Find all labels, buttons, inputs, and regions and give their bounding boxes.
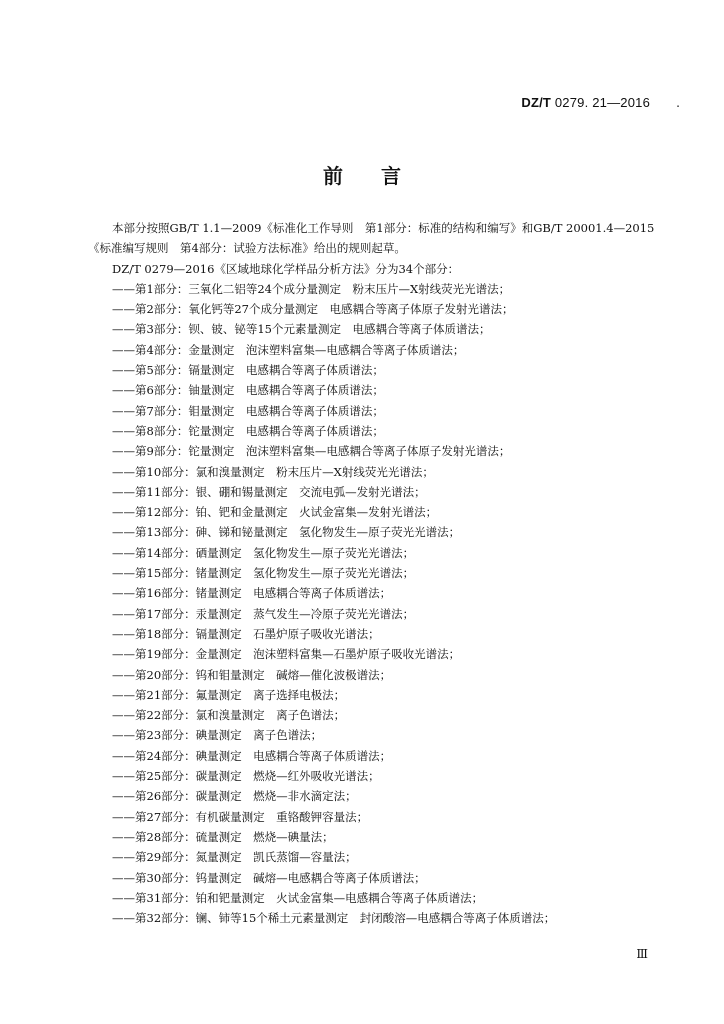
document-body (88, 218, 658, 928)
list-item: ——第19部分：金量测定 泡沫塑料富集—石墨炉原子吸收光谱法； (112, 647, 461, 662)
list-item: ——第8部分：铊量测定 电感耦合等离子体质谱法； (112, 423, 384, 438)
list-item: ——第32部分：镧、铈等15个稀土元素量测定 封闭酸溶—电感耦合等离子体质谱法； (112, 911, 556, 926)
list-item: ——第6部分：铀量测定 电感耦合等离子体质谱法； (112, 383, 384, 398)
list-item: ——第14部分：硒量测定 氢化物发生—原子荧光光谱法； (112, 545, 415, 560)
page-title: 前言 (323, 164, 439, 188)
list-item: ——第18部分：镉量测定 石墨炉原子吸收光谱法； (112, 626, 380, 641)
list-item: ——第31部分：铂和钯量测定 火试金富集—电感耦合等离子体质谱法； (112, 890, 484, 905)
list-item: ——第1部分：三氧化二铝等24个成分量测定 粉末压片—X射线荧光光谱法； (112, 281, 511, 296)
list-item: ——第7部分：钼量测定 电感耦合等离子体质谱法； (112, 403, 384, 418)
intro-paragraph: 本部分按照GB/T 1.1—2009《标准化工作导则 第1部分：标准的结构和编写》和GB/T 20001.4—2015《标准编写规则 第4部分：试验方法标准》给出的规则起草。 (88, 221, 655, 256)
parts-intro: DZ/T 0279—2016《区域地球化学样品分析方法》分为34个部分： (112, 261, 460, 276)
list-item: ——第9部分：铊量测定 泡沫塑料富集—电感耦合等离子体原子发射光谱法； (112, 444, 511, 459)
list-item: ——第23部分：碘量测定 离子色谱法； (112, 728, 323, 743)
corner-dot: . (676, 96, 680, 110)
list-item: ——第28部分：硫量测定 燃烧—碘量法； (112, 829, 334, 844)
list-item: ——第2部分：氧化钙等27个成分量测定 电感耦合等离子体原子发射光谱法； (112, 302, 514, 317)
list-item: ——第15部分：锗量测定 氢化物发生—原子荧光光谱法； (112, 566, 415, 581)
page-number: Ⅲ (636, 947, 648, 961)
list-item: ——第16部分：锗量测定 电感耦合等离子体质谱法； (112, 586, 392, 601)
doc-code-prefix: DZ/T (521, 95, 552, 110)
doc-code-number: 0279. 21—2016 (554, 95, 650, 110)
list-item: ——第17部分：汞量测定 蒸气发生—冷原子荧光光谱法； (112, 606, 415, 621)
list-item: ——第11部分：银、硼和锡量测定 交流电弧—发射光谱法； (112, 484, 426, 499)
list-item: ——第25部分：碳量测定 燃烧—红外吸收光谱法； (112, 769, 380, 784)
list-item: ——第12部分：铂、钯和金量测定 火试金富集—发射光谱法； (112, 505, 438, 520)
list-item: ——第21部分：氟量测定 离子选择电极法； (112, 687, 346, 702)
list-item: ——第29部分：氮量测定 凯氏蒸馏—容量法； (112, 850, 357, 865)
list-item: ——第30部分：钨量测定 碱熔—电感耦合等离子体质谱法； (112, 870, 426, 885)
doc-code (521, 95, 650, 110)
list-item: ——第3部分：钡、铍、铋等15个元素量测定 电感耦合等离子体质谱法； (112, 322, 491, 337)
list-item: ——第26部分：碳量测定 燃烧—非水滴定法； (112, 789, 357, 804)
list-item: ——第24部分：碘量测定 电感耦合等离子体质谱法； (112, 748, 392, 763)
list-item: ——第22部分：氯和溴量测定 离子色谱法； (112, 708, 346, 723)
list-item: ——第4部分：金量测定 泡沫塑料富集—电感耦合等离子体质谱法； (112, 342, 465, 357)
list-item: ——第20部分：钨和钼量测定 碱熔—催化波极谱法； (112, 667, 392, 682)
list-item: ——第13部分：砷、锑和铋量测定 氢化物发生—原子荧光光谱法； (112, 525, 461, 540)
list-item: ——第27部分：有机碳量测定 重铬酸钾容量法； (112, 809, 369, 824)
list-item: ——第10部分：氯和溴量测定 粉末压片—X射线荧光光谱法； (112, 464, 434, 479)
list-item: ——第5部分：镉量测定 电感耦合等离子体质谱法； (112, 363, 384, 378)
